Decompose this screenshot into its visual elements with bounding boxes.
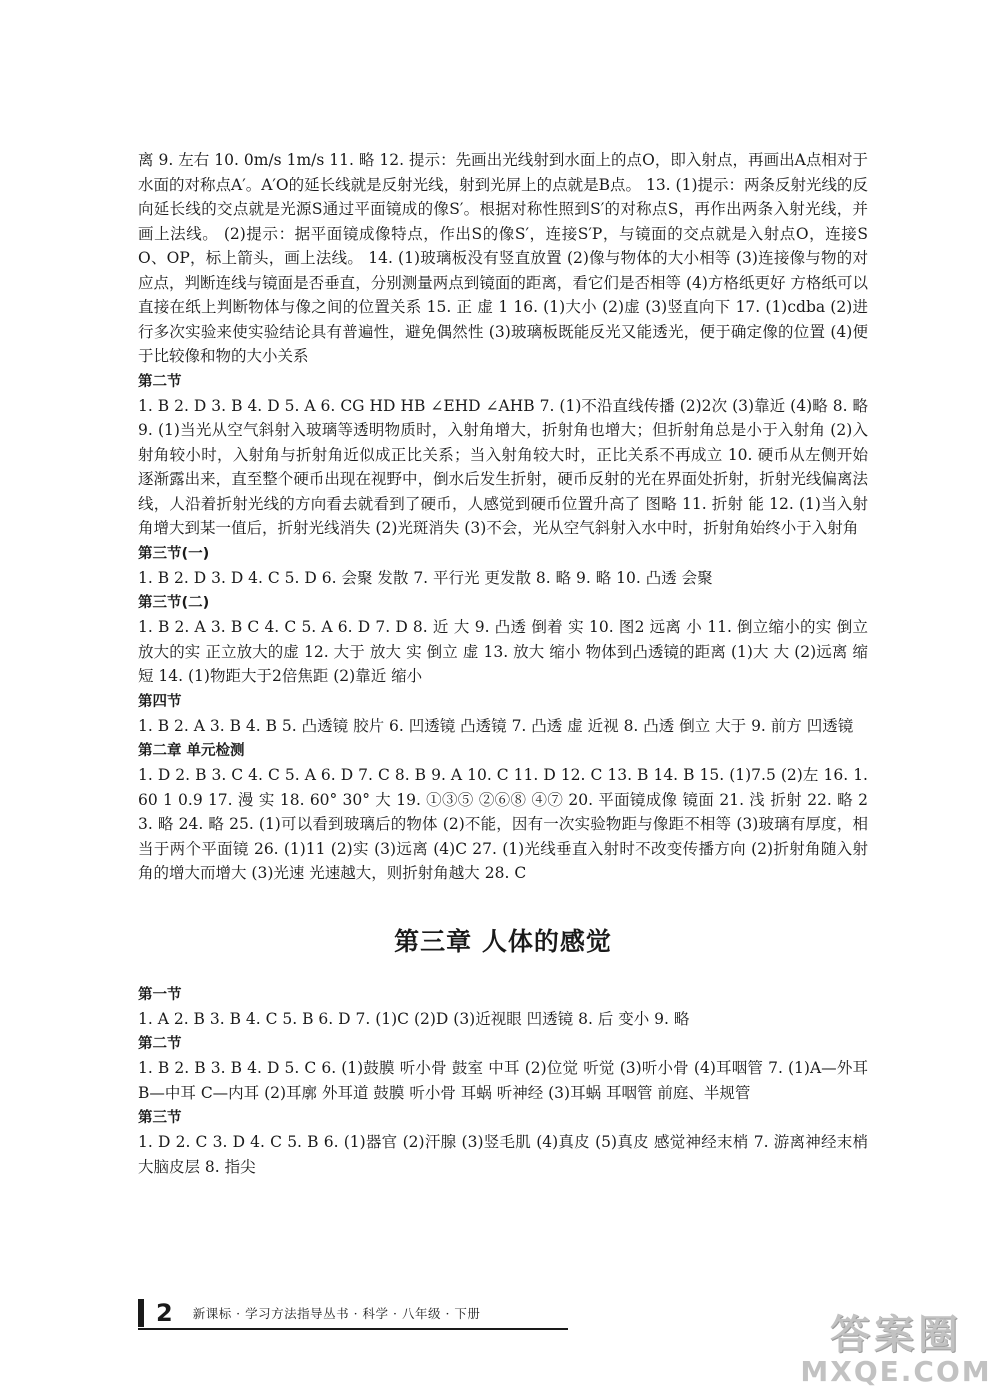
answer-content	[138, 148, 868, 1179]
ch2-section3-part1-answers: 1. B 2. D 3. D 4. C 5. D 6. 会聚 发散 7. 平行光 更发散 8. 略 9. 略 10. 凸透 会聚	[138, 568, 713, 587]
ch2-section3-part2-heading: 第三节(二)	[138, 595, 210, 611]
watermark-text-cn: 答案圈	[830, 1312, 962, 1358]
ch3-section3-answers: 1. D 2. C 3. D 4. C 5. B 6. (1)器官 (2)汗腺 (3)竖毛肌 (4)真皮 (5)真皮 感觉神经末梢 7. 游离神经末梢 大脑皮层 8. 指尖	[138, 1133, 868, 1176]
ch3-section2-answers: 1. B 2. B 3. B 4. D 5. C 6. (1)鼓膜 听小骨 鼓室 中耳 (2)位觉 听觉 (3)听小骨 (4)耳咽管 7. (1)A—外耳 B—中耳 C—内耳 (2)耳廓 外耳道 鼓膜 听小骨 耳蜗 听神经 (3)耳蜗 耳咽管 前庭、半规管	[138, 1059, 868, 1102]
watermark-text-en: MXQE.COM	[800, 1355, 992, 1388]
ch3-section3-heading: 第三节	[138, 1110, 182, 1126]
footer-rule	[138, 1328, 568, 1330]
ch2-section4-answers: 1. B 2. A 3. B 4. B 5. 凸透镜 胶片 6. 凹透镜 凸透镜 7. 凸透 虚 近视 8. 凸透 倒立 大于 9. 前方 凹透镜	[138, 716, 854, 735]
chapter2-carryover-answers: 离 9. 左右 10. 0m/s 1m/s 11. 略 12. 提示：先画出光线射到水面上的点O，即入射点，再画出A点相对于水面的对称点A′。A′O的延长线就是反射光线，射到光屏上的点就是B点。 13. (1)提示：两条反射光线的反向延长线的交点就是光源S通过平面镜成的像S′。根据对称性照到S′的对称点S，再作出两条入射光线，并画上法线。 (2)提示：据平面镜成像特点，作出S的像S′，连接S′P，与镜面的交点就是入射点O，连接SO、OP，标上箭头，画上法线。 14. (1)玻璃板没有竖直放置 (2)像与物体的大小相等 (3)连接像与物的对应点，判断连线与镜面是否垂直，分别测量两点到镜面的距离，看它们是否相等 (4)方格纸更好 方格纸可以直接在纸上判断物体与像之间的位置关系 15. 正 虚 1 16. (1)大小 (2)虚 (3)竖直向下 17. (1)cdba (2)进行多次实验来使实验结论具有普遍性，避免偶然性 (3)玻璃板既能反光又能透光，便于确定像的位置 (4)便于比较像和物的大小关系	[138, 151, 868, 365]
book-series-title: 新课标 · 学习方法指导丛书 · 科学 · 八年级 · 下册	[192, 1306, 481, 1321]
ch2-section2-answers: 1. B 2. D 3. B 4. D 5. A 6. CG HD HB ∠EHD ∠AHB 7. (1)不沿直线传播 (2)2次 (3)靠近 (4)略 8. 略 9. (1)当光从空气斜射入玻璃等透明物质时，入射角增大，折射角也增大；但折射角总是小于入射角 (2)入射角较小时，入射角与折射角近似成正比关系；当入射角较大时，正比关系不再成立 10. 硬币从左侧开始逐渐露出来，直至整个硬币出现在视野中，倒水后发生折射，硬币反射的光在界面处折射，折射光线偏离法线，人沿着折射光线的方向看去就看到了硬币，人感觉到硬币位置升高了 图略 11. 折射 能 12. (1)当入射角增大到某一值后，折射光线消失 (2)光斑消失 (3)不会，光从空气斜射入水中时，折射角始终小于入射角	[138, 396, 868, 537]
ch2-unit-test-answers: 1. D 2. B 3. C 4. C 5. A 6. D 7. C 8. B 9. A 10. C 11. D 12. C 13. B 14. B 15. (1)7.5 (2)左 16. 1.60 1 0.9 17. 漫 实 18. 60° 30° 大 19. ①③⑤ ②⑥⑧ ④⑦ 20. 平面镜成像 镜面 21. 浅 折射 22. 略 23. 略 24. 略 25. (1)可以看到玻璃后的物体 (2)不能，因有一次实验物距与像距不相等 (3)玻璃有厚度，相当于两个平面镜 26. (1)11 (2)实 (3)远离 (4)C 27. (1)光线垂直入射时不改变传播方向 (2)折射角随入射角的增大而增大 (3)光速 光速越大，则折射角越大 28. C	[138, 766, 868, 882]
ch2-section3-part1-heading: 第三节(一)	[138, 545, 210, 562]
chapter3-title: 第三章 人体的感觉	[394, 926, 612, 956]
ch3-section1-heading: 第一节	[138, 986, 182, 1003]
page-number: 2	[156, 1299, 173, 1327]
ch3-section1-answers: 1. A 2. B 3. B 4. C 5. B 6. D 7. (1)C (2)D (3)近视眼 凹透镜 8. 后 变小 9. 略	[138, 1009, 690, 1028]
footer-bar	[138, 1299, 144, 1327]
ch2-section4-heading: 第四节	[138, 693, 182, 710]
ch2-section3-part2-answers: 1. B 2. A 3. B C 4. C 5. A 6. D 7. D 8. 近 大 9. 凸透 倒着 实 10. 图2 远离 小 11. 倒立缩小的实 倒立放大的实 正立放大的虚 12. 大于 放大 实 倒立 虚 13. 放大 缩小 物体到凸透镜的距离 (1)大 大 (2)远离 缩短 14. (1)物距大于2倍焦距 (2)靠近 缩小	[138, 618, 868, 685]
page-footer	[138, 1298, 480, 1328]
ch3-section2-heading: 第二节	[138, 1036, 182, 1052]
ch2-section2-heading: 第二节	[138, 373, 182, 390]
ch2-unit-test-heading: 第二章 单元检测	[138, 743, 245, 759]
watermark-logo	[800, 1308, 992, 1392]
